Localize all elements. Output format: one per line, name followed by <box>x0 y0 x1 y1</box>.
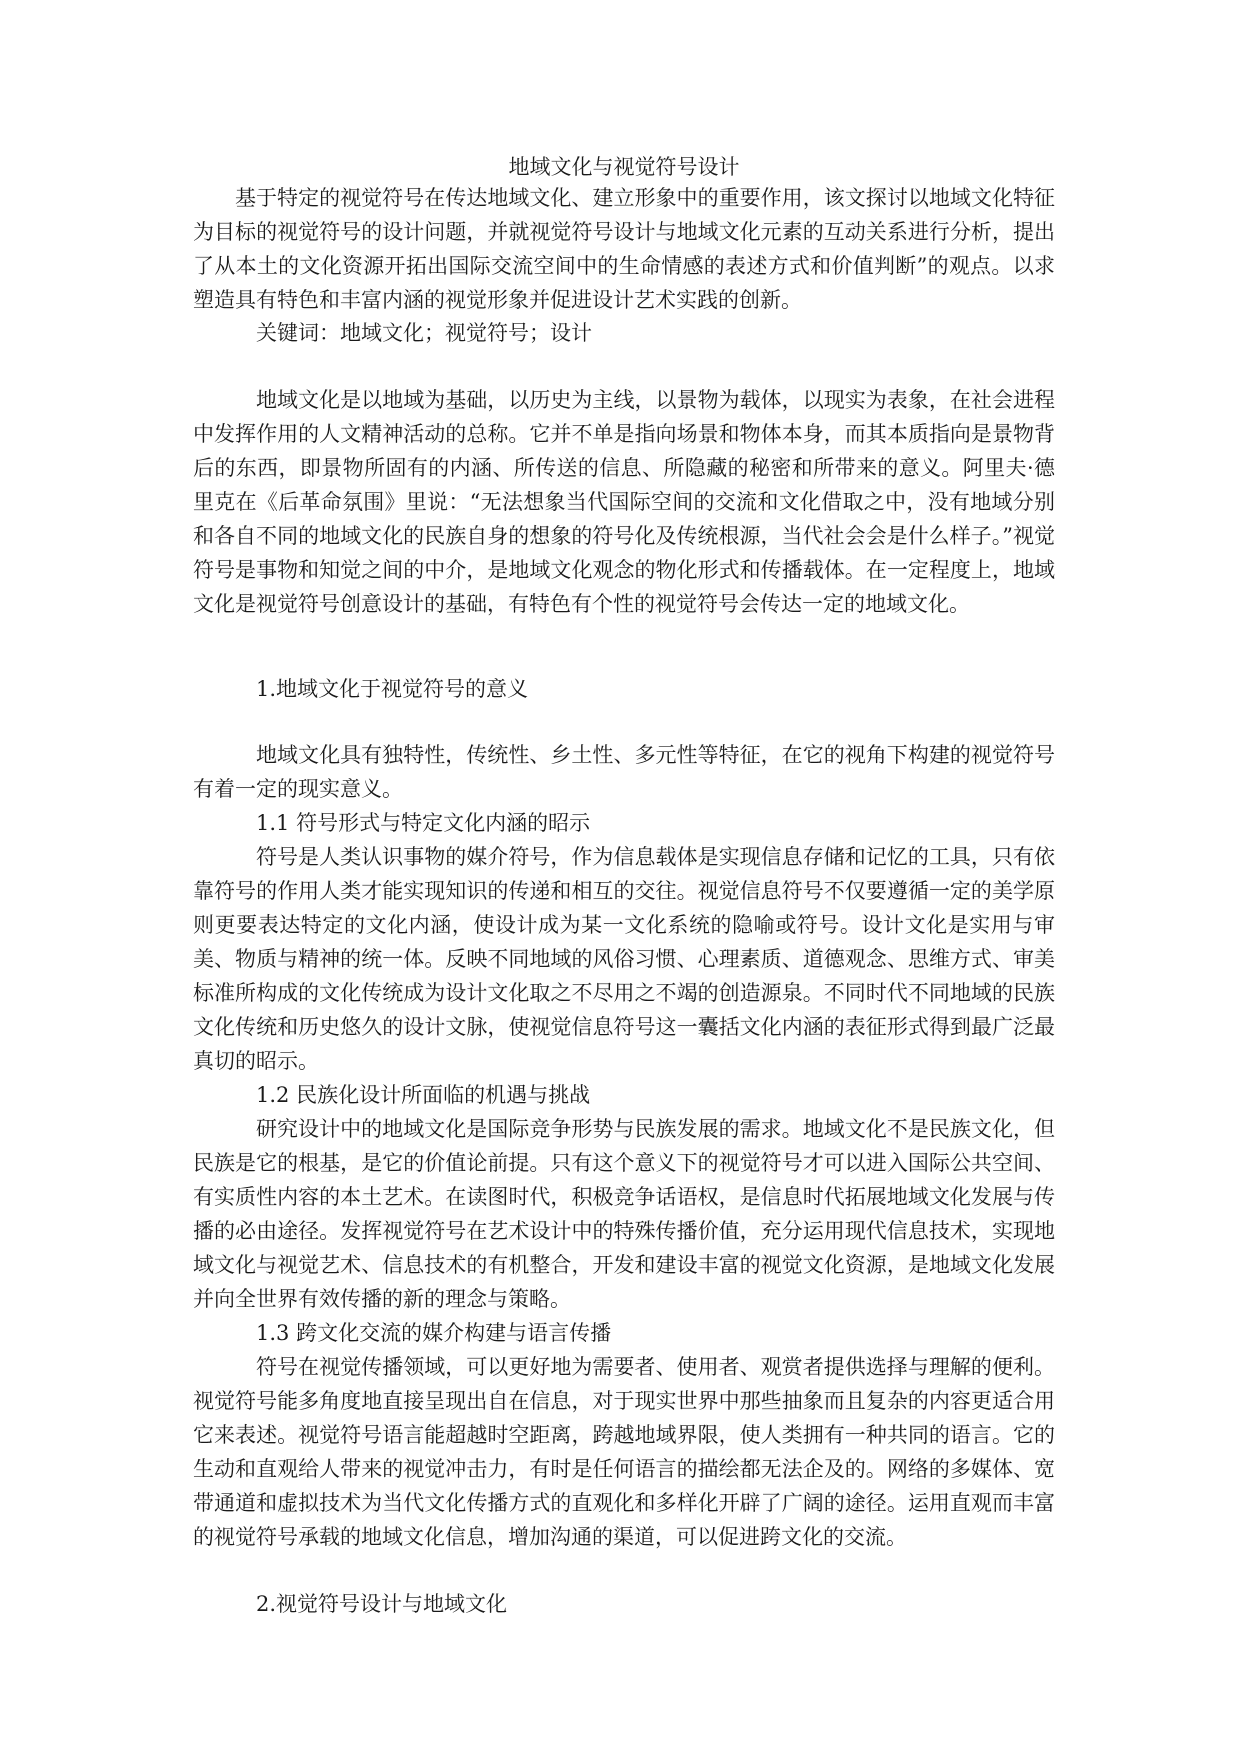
section-1-heading: 1.地域文化于视觉符号的意义 <box>256 677 529 701</box>
section-2-heading: 2.视觉符号设计与地域文化 <box>256 1592 508 1616</box>
document-page <box>193 0 1055 1754</box>
subsection-1-2-paragraph: 研究设计中的地域文化是国际竞争形势与民族发展的需求。地域文化不是民族文化，但民族是它的根基，是它的价值论前提。只有这个意义下的视觉符号才可以进入国际公共空间、有实质性内容的本土艺术。在读图时代，积极竞争话语权，是信息时代拓展地域文化发展与传播的必由途径。发挥视觉符号在艺术设计中的特殊传播价值，充分运用现代信息技术，实现地域文化与视觉艺术、信息技术的有机整合，开发和建设丰富的视觉文化资源，是地域文化发展并向全世界有效传播的新的理念与策略。 <box>193 1117 1055 1311</box>
section-1-paragraph: 地域文化具有独特性，传统性、乡土性、多元性等特征，在它的视角下构建的视觉符号有着一定的现实意义。 <box>193 743 1055 801</box>
subsection-1-2-heading: 1.2 民族化设计所面临的机遇与挑战 <box>256 1083 591 1107</box>
abstract-paragraph: 基于特定的视觉符号在传达地域文化、建立形象中的重要作用，该文探讨以地域文化特征为目标的视觉符号的设计问题，并就视觉符号设计与地域文化元素的互动关系进行分析，提出了从本土的文化资源开拓出国际交流空间中的生命情感的表述方式和价值判断”的观点。以求塑造具有特色和丰富内涵的视觉形象并促进设计艺术实践的创新。 <box>193 186 1055 312</box>
subsection-1-3-paragraph: 符号在视觉传播领域，可以更好地为需要者、使用者、观赏者提供选择与理解的便利。视觉符号能多角度地直接呈现出自在信息，对于现实世界中那些抽象而且复杂的内容更适合用它来表述。视觉符号语言能超越时空距离，跨越地域界限，使人类拥有一种共同的语言。它的生动和直观给人带来的视觉冲击力，有时是任何语言的描绘都无法企及的。网络的多媒体、宽带通道和虚拟技术为当代文化传播方式的直观化和多样化开辟了广阔的途径。运用直观而丰富的视觉符号承载的地域文化信息，增加沟通的渠道，可以促进跨文化的交流。 <box>193 1355 1055 1549</box>
keywords-line: 关键词：地域文化；视觉符号；设计 <box>256 321 592 345</box>
intro-paragraph: 地域文化是以地域为基础，以历史为主线，以景物为载体，以现实为表象，在社会进程中发挥作用的人文精神活动的总称。它并不单是指向场景和物体本身，而其本质指向是景物背后的东西，即景物所固有的内涵、所传送的信息、所隐藏的秘密和所带来的意义。阿里夫·德里克在《后革命氛围》里说：“无法想象当代国际空间的交流和文化借取之中，没有地域分别和各自不同的地域文化的民族自身的想象的符号化及传统根源，当代社会会是什么样子。”视觉符号是事物和知觉之间的中介，是地域文化观念的物化形式和传播载体。在一定程度上，地域文化是视觉符号创意设计的基础，有特色有个性的视觉符号会传达一定的地域文化。 <box>193 388 1055 616</box>
subsection-1-1-paragraph: 符号是人类认识事物的媒介符号，作为信息载体是实现信息存储和记忆的工具，只有依靠符号的作用人类才能实现知识的传递和相互的交往。视觉信息符号不仅要遵循一定的美学原则更要表达特定的文化内涵，使设计成为某一文化系统的隐喻或符号。设计文化是实用与审美、物质与精神的统一体。反映不同地域的风俗习惯、心理素质、道德观念、思维方式、审美标准所构成的文化传统成为设计文化取之不尽用之不竭的创造源泉。不同时代不同地域的民族文化传统和历史悠久的设计文脉，使视觉信息符号这一囊括文化内涵的表征形式得到最广泛最真切的昭示。 <box>193 845 1055 1073</box>
subsection-1-3-heading: 1.3 跨文化交流的媒介构建与语言传播 <box>256 1321 612 1345</box>
subsection-1-1-heading: 1.1 符号形式与特定文化内涵的昭示 <box>256 811 591 835</box>
document-title: 地域文化与视觉符号设计 <box>508 155 740 179</box>
